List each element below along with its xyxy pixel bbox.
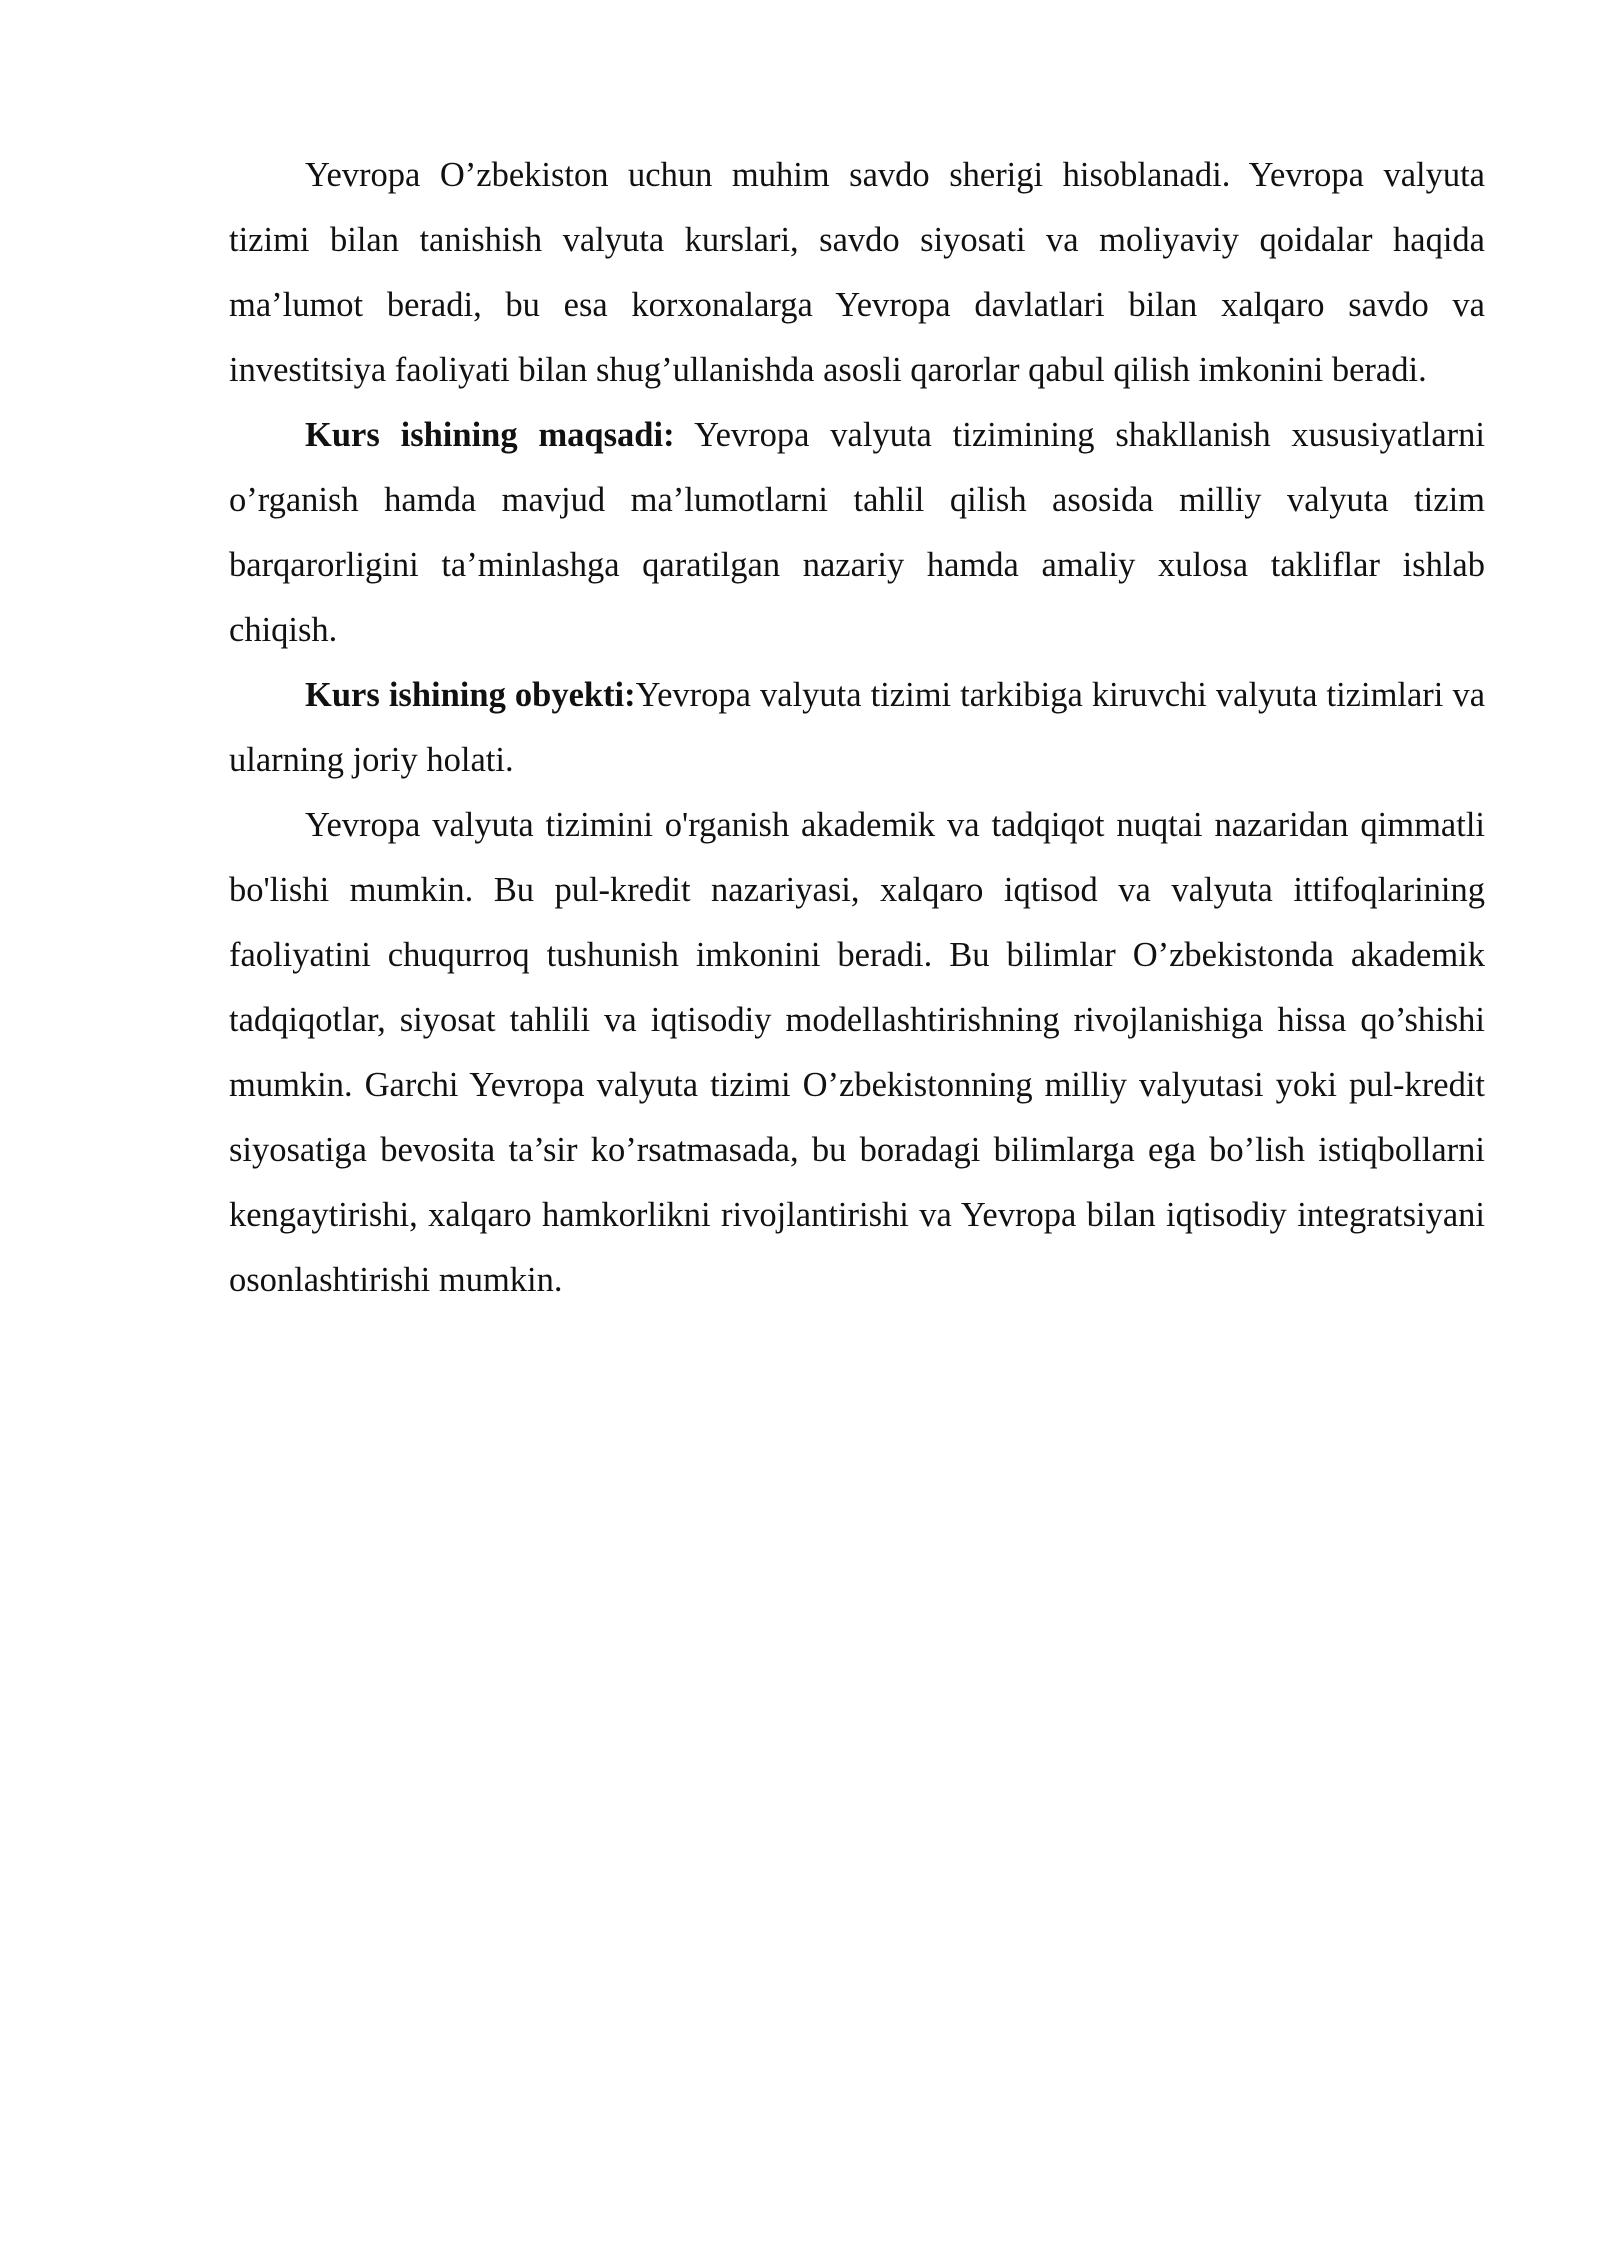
paragraph-goal-text: Yevropa valyuta tizimining shakllanish xususiyatlarni o’rganish hamda mavjud ma’lumotlarni tahlil qilish asosida milliy valyuta tizim barqarorligini ta’minlashga qaratilgan nazariy hamda amaliy xulosa takliflar ishlab chiqish. (229, 416, 1485, 649)
paragraph-intro-text: Yevropa O’zbekiston uchun muhim savdo sherigi hisoblanadi. Yevropa valyuta tizimi bilan tanishish valyuta kurslari, savdo siyosati va moliyaviy qoidalar haqida ma’lumot beradi, bu esa korxonalarga Yevropa davlatlari bilan xalqaro savdo va investitsiya faoliyati bilan shug’ullanishda asosli qarorlar qabul qilish imkonini beradi. (229, 156, 1485, 389)
paragraph-goal (229, 403, 1485, 663)
paragraph-object (229, 663, 1485, 793)
paragraph-goal-heading: Kurs ishining maqsadi: (305, 416, 675, 454)
document-body (229, 143, 1485, 1313)
paragraph-object-heading: Kurs ishining obyekti: (305, 676, 636, 714)
paragraph-object-text: Yevropa valyuta tizimi tarkibiga kiruvchi valyuta tizimlari va ularning joriy holati. (229, 676, 1486, 779)
paragraph-intro (229, 143, 1485, 403)
paragraph-significance-text: Yevropa valyuta tizimini o'rganish akademik va tadqiqot nuqtai nazaridan qimmatli bo'lishi mumkin. Bu pul-kredit nazariyasi, xalqaro iqtisod va valyuta ittifoqlarining faoliyatini chuqurroq tushunish imkonini beradi. Bu bilimlar O’zbekistonda akademik tadqiqotlar, siyosat tahlili va iqtisodiy modellashtirishning rivojlanishiga hissa qo’shishi mumkin. Garchi Yevropa valyuta tizimi O’zbekistonning milliy valyutasi yoki pul-kredit siyosatiga bevosita ta’sir ko’rsatmasada, bu boradagi bilimlarga ega bo’lish istiqbollarni kengaytirishi, xalqaro hamkorlikni rivojlantirishi va Yevropa bilan iqtisodiy integratsiyani osonlashtirishi mumkin. (229, 806, 1485, 1299)
paragraph-significance (229, 793, 1485, 1313)
